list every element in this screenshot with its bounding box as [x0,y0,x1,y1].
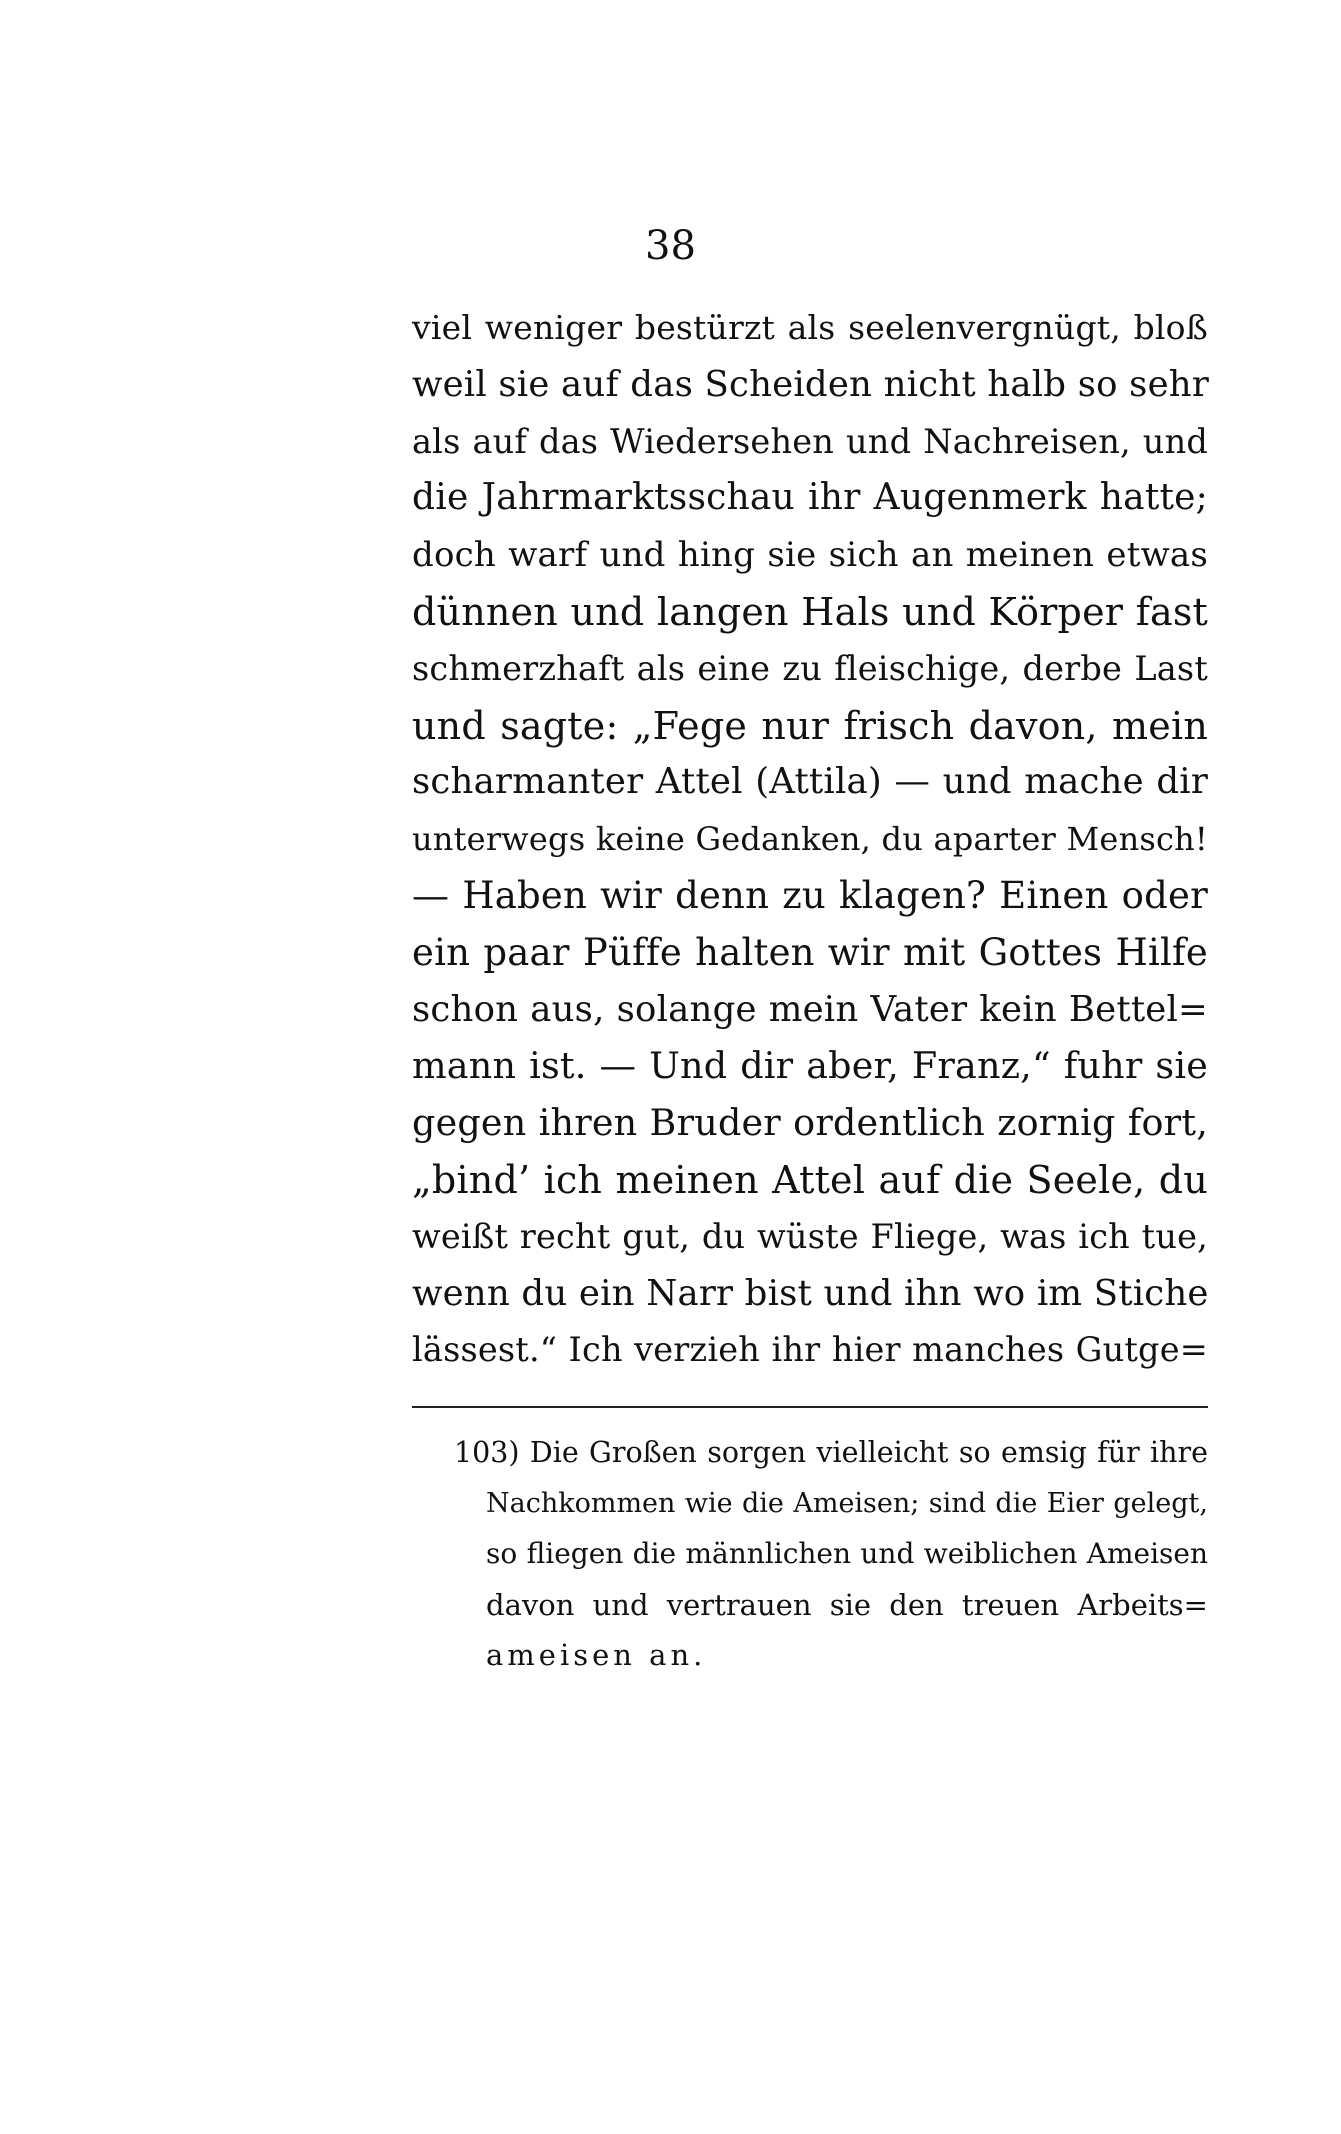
footnote-line: Nachkommen wie die Ameisen; sind die Eier gelegt, [486,1487,1208,1519]
footnote-line: Die Großen sorgen vielleicht so emsig für ihre [529,1436,1208,1469]
body-line: dünnen und langen Hals und Körper fast [412,589,1208,634]
body-line: weißt recht gut, du wüste Fliege, was ich tue, [412,1216,1208,1256]
footnote-divider [412,1406,1208,1408]
body-line: — Haben wir denn zu klagen? Einen oder [412,873,1208,917]
body-text [412,300,1208,1379]
body-line: weil sie auf das Scheiden nicht halb so sehr [412,363,1210,405]
body-line: schon aus, solange mein Vater kein Bettel= [412,988,1208,1030]
body-line: wenn du ein Narr bist und ihn wo im Stiche [412,1272,1209,1314]
body-line: viel weniger bestürzt als seelenvergnügt, bloß [412,308,1208,347]
footnote-line: davon und vertrauen sie den treuen Arbeits= [486,1587,1208,1622]
footnote-line: ameisen an. [486,1638,707,1672]
footnote-line: so fliegen die männlichen und weiblichen Ameisen [486,1537,1208,1570]
footnote-line-first [412,1428,1208,1479]
body-line: doch warf und hing sie sich an meinen etwas [412,535,1208,576]
body-line: scharmanter Attel (Attila) — und mache dir [412,761,1208,803]
body-line: unterwegs keine Gedanken, du aparter Mensch! [412,820,1208,859]
footnote-number: 103) [454,1436,520,1469]
body-line: mann ist. — Und dir aber, Franz,“ fuhr sie [412,1044,1208,1088]
body-line: gegen ihren Bruder ordentlich zornig fort, [412,1101,1208,1145]
body-line: ein paar Püffe halten wir mit Gottes Hilfe [412,930,1208,974]
body-line: „bind’ ich meinen Attel auf die Seele, du [412,1157,1208,1202]
footnote [412,1428,1208,1681]
page-number: 38 [645,223,696,269]
body-line: schmerzhaft als eine zu fleischige, derbe Last [412,648,1208,688]
body-line: die Jahrmarktsschau ihr Augenmerk hatte; [412,477,1208,519]
body-line: als auf das Wiedersehen und Nachreisen, und [412,421,1208,461]
body-line: und sagte: „Fege nur frisch davon, mein [412,703,1208,748]
body-line: lässest.“ Ich verzieh ihr hier manches Gutge= [412,1330,1208,1370]
